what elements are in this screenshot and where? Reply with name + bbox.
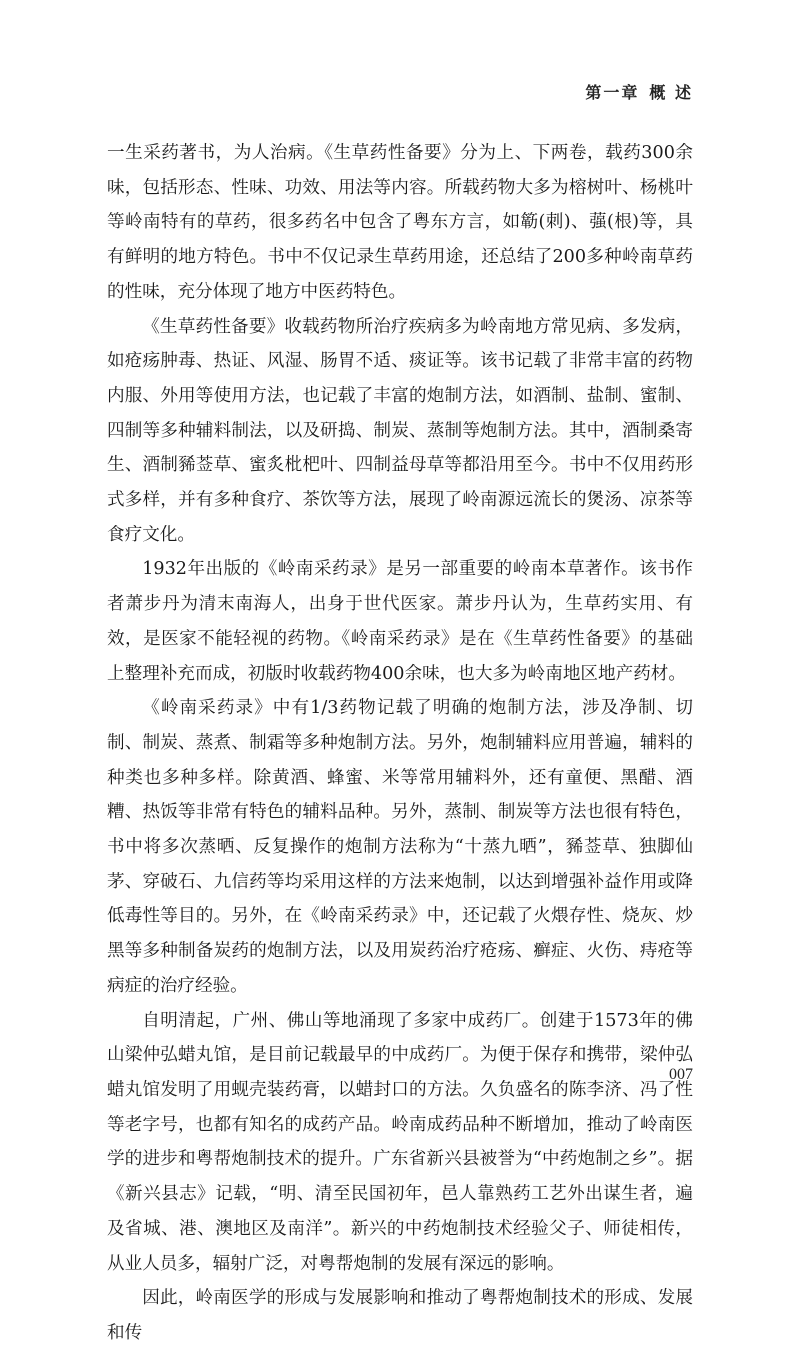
paragraph-2: 《生草药性备要》收载药物所治疗疾病多为岭南地方常见病、多发病，如疮疡肿毒、热证、风湿、肠胃不适、痰证等。该书记载了非常丰富的药物内服、外用等使用方法，也记载了丰富的炮制方法，如酒制、盐制、蜜制、四制等多种辅料制法，以及研捣、制炭、蒸制等炮制方法。其中，酒制桑寄生、酒制豨莶草、蜜炙枇杷叶、四制益母草等都沿用至今。书中不仅用药形式多样，并有多种食疗、茶饮等方法，展现了岭南源远流长的煲汤、凉茶等食疗文化。 — [107, 316, 693, 545]
paragraph-5: 自明清起，广州、佛山等地涌现了多家中成药厂。创建于1573年的佛山梁仲弘蜡丸馆，是目前记载最早的中成药厂。为便于保存和携带，梁仲弘蜡丸馆发明了用蚬壳装药膏，以蜡封口的方法。久负盛名的陈李济、冯了性等老字号，也都有知名的成药产品。岭南成药品种不断增加，推动了岭南医学的进步和粤帮炮制技术的提升。广东省新兴县被誉为“中药炮制之乡”。据《新兴县志》记载，“明、清至民国初年，邑人靠熟药工艺外出谋生者，遍及省城、港、澳地区及南洋”。新兴的中药炮制技术经验父子、师徒相传，从业人员多，辐射广泛，对粤帮炮制的发展有深远的影响。 — [107, 1010, 693, 1274]
chapter-label: 第一章 — [585, 83, 640, 102]
page-number: 007 — [669, 1066, 693, 1083]
paragraph-3: 1932年出版的《岭南采药录》是另一部重要的岭南本草著作。该书作者萧步丹为清末南海人，出身于世代医家。萧步丹认为，生草药实用、有效，是医家不能轻视的药物。《岭南采药录》是在《生草药性备要》的基础上整理补充而成，初版时收载药物400余味，也大多为岭南地区地产药材。 — [107, 559, 693, 684]
body-text — [107, 136, 693, 1351]
chapter-title: 概 述 — [649, 83, 693, 102]
paragraph-6: 因此，岭南医学的形成与发展影响和推动了粤帮炮制技术的形成、发展和传 — [107, 1288, 693, 1343]
paragraph-1: 一生采药著书，为人治病。《生草药性备要》分为上、下两卷，载药300余味，包括形态、性味、功效、用法等内容。所载药物大多为榕树叶、杨桃叶等岭南特有的草药，很多药名中包含了粤东方言，如簕(刺)、蔃(根)等，具有鲜明的地方特色。书中不仅记录生草药用途，还总结了200多种岭南草药的性味，充分体现了地方中医药特色。 — [107, 143, 693, 302]
running-head — [585, 80, 693, 103]
paragraph-4: 《岭南采药录》中有1/3药物记载了明确的炮制方法，涉及净制、切制、制炭、蒸煮、制霜等多种炮制方法。另外，炮制辅料应用普遍，辅料的种类也多种多样。除黄酒、蜂蜜、米等常用辅料外，还有童便、黑醋、酒糟、热饭等非常有特色的辅料品种。另外，蒸制、制炭等方法也很有特色，书中将多次蒸晒、反复操作的炮制方法称为“十蒸九晒”，豨莶草、独脚仙茅、穿破石、九信药等均采用这样的方法来炮制，以达到增强补益作用或降低毒性等目的。另外，在《岭南采药录》中，还记载了火煨存性、烧灰、炒黑等多种制备炭药的炮制方法，以及用炭药治疗疮疡、癣症、火伤、痔疮等病症的治疗经验。 — [107, 698, 693, 996]
